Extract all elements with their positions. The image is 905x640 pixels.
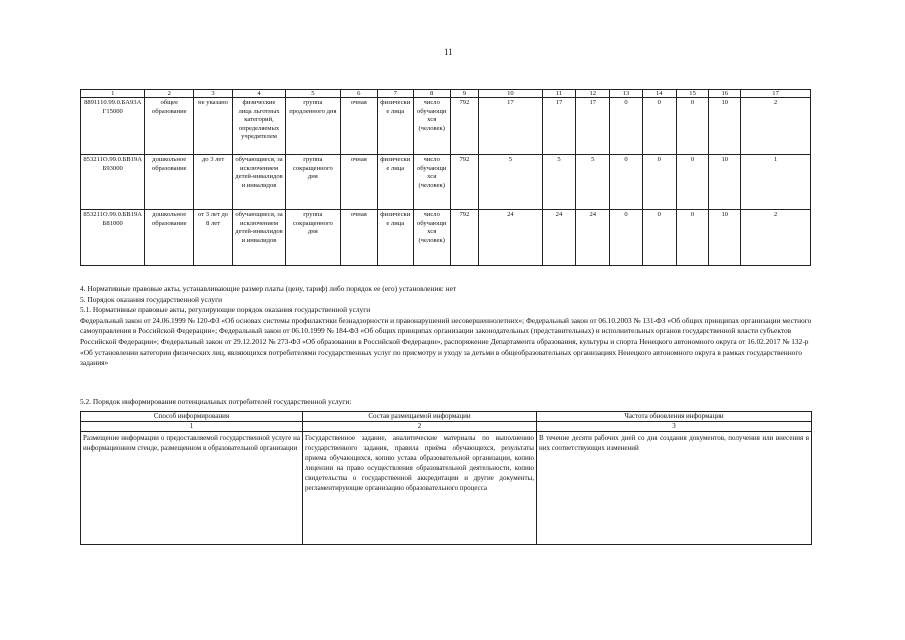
table-cell: 5 <box>576 155 610 210</box>
table-cell: группа сокращенного дня <box>285 210 340 266</box>
table-cell: 0 <box>676 155 709 210</box>
column-number: 16 <box>709 90 741 98</box>
table-cell: физические лица <box>377 98 413 155</box>
table-cell: число обучающихся (человек) <box>413 155 450 210</box>
table-cell: до 3 лет <box>194 155 233 210</box>
table-header-row <box>81 90 811 98</box>
table-cell: обучающиеся, за исключением детей-инвалидов и инвалидов <box>233 210 286 266</box>
table-cell: 5 <box>542 155 576 210</box>
table-number-row <box>81 422 812 432</box>
table-cell: 24 <box>576 210 610 266</box>
table-cell: от 3 лет до 8 лет <box>194 210 233 266</box>
table-cell: физические лица льготных категорий, определяемых учредителем <box>233 98 286 155</box>
table-cell: 792 <box>450 98 479 155</box>
table-cell: 0 <box>642 210 676 266</box>
service-volume-table <box>80 89 811 266</box>
table-cell: очная <box>340 98 377 155</box>
column-number: 17 <box>741 90 811 98</box>
section-5-2-heading: 5.2. Порядок информирования потенциальных потребителей государственной услуги: <box>80 397 352 406</box>
column-number: 6 <box>340 90 377 98</box>
table-cell: 24 <box>479 210 542 266</box>
update-frequency-cell: В течение десяти рабочих дней со дня создания документов, получения или внесения в них соответствующих изменений <box>537 432 812 545</box>
column-number: 5 <box>285 90 340 98</box>
column-number: 11 <box>542 90 576 98</box>
registry-number-cell: 853211О.99.0.БВ19АБ93000 <box>81 155 145 210</box>
table-cell: 10 <box>709 210 741 266</box>
column-number: 4 <box>233 90 286 98</box>
informing-method-cell: Размещение информации о предоставляемой государственной услуге на информационном стенде, размещенном в образовательной организации <box>81 432 303 545</box>
column-number: 8 <box>413 90 450 98</box>
column-number: 12 <box>576 90 610 98</box>
table-cell: 0 <box>676 210 709 266</box>
column-number: 9 <box>450 90 479 98</box>
table-cell: число обучающихся (человек) <box>413 210 450 266</box>
section-5-1-heading: 5.1. Нормативные правовые акты, регулирующие порядок оказания государственной услуги <box>80 305 371 315</box>
table-cell: 17 <box>576 98 610 155</box>
table-cell: 5 <box>479 155 542 210</box>
table-cell: 10 <box>709 155 741 210</box>
table-cell: дошкольное образование <box>145 210 194 266</box>
section-4-text: 4. Нормативные правовые акты, устанавливающие размер платы (цену, тариф) либо порядок ее (его) установления: нет <box>80 284 457 293</box>
table-cell: число обучающихся (человек) <box>413 98 450 155</box>
table-row <box>81 210 811 266</box>
table-header-row <box>81 412 812 422</box>
table-cell: не указано <box>194 98 233 155</box>
table-cell: очная <box>340 155 377 210</box>
column-header: Состав размещаемой информации <box>303 412 537 422</box>
column-number: 13 <box>610 90 643 98</box>
table-row <box>81 155 811 210</box>
table-cell: физические лица <box>377 155 413 210</box>
table-cell: 0 <box>642 98 676 155</box>
table-row <box>81 98 811 155</box>
column-number: 2 <box>145 90 194 98</box>
table-cell: 2 <box>741 98 811 155</box>
table-cell: 0 <box>610 155 643 210</box>
table-cell: физические лица <box>377 210 413 266</box>
column-number: 3 <box>194 90 233 98</box>
column-number: 15 <box>676 90 709 98</box>
section-5-1-text: Федеральный закон от 24.06.1999 № 120-ФЗ «Об основах системы профилактики безнадзорности и правонарушений несовершеннолетних»; Федеральный закон от 06.10.2003 № 131-ФЗ «Об общих принципах организации местного самоуправления в Российской Федерации»; Федеральный закон от 06.10.1999 № 184-ФЗ «Об общих принципах организации законодательных (представительных) и исполнительных органов государственной власти субъектов Российской Федерации»; Федеральный закон от 29.12.2012 № 273-ФЗ «Об образовании в Российской Федерации», распоряжение Департамента образования, культуры и спорта Ненецкого автономного округа от 16.02.2017 № 132-р «Об установлении категории физических лиц, являющихся потребителями государственных услуг по присмотру и уходу за детьми в общеобразовательных организациях Ненецкого автономного округа в рамках государственного задания» <box>80 315 812 368</box>
column-header: Способ информирования <box>81 412 303 422</box>
table-cell: 1 <box>741 155 811 210</box>
column-header: Частота обновления информации <box>537 412 812 422</box>
table-cell: 792 <box>450 210 479 266</box>
table-cell: 24 <box>542 210 576 266</box>
informing-table <box>80 411 812 545</box>
table-cell: 2 <box>741 210 811 266</box>
normative-acts-block <box>80 284 815 369</box>
table-cell: 0 <box>610 210 643 266</box>
table-cell: 792 <box>450 155 479 210</box>
table-cell: группа продленного дня <box>285 98 340 155</box>
table-cell: общее образование <box>145 98 194 155</box>
table-cell: 0 <box>642 155 676 210</box>
table-cell: 0 <box>676 98 709 155</box>
section-5-heading: 5. Порядок оказания государственной услуги <box>80 294 223 304</box>
page-number: 11 <box>444 47 453 57</box>
table-cell: 17 <box>542 98 576 155</box>
table-cell: дошкольное образование <box>145 155 194 210</box>
column-number: 1 <box>81 90 145 98</box>
registry-number-cell: 853211О.99.0.БВ19АБ81000 <box>81 210 145 266</box>
registry-number-cell: 8891110.99.0.БА93АГ15000 <box>81 98 145 155</box>
information-content-cell: Государственное задание, аналитические материалы по выполнению государственного задания, правила приёма обучающихся, результаты приема обучающихся, копию устава образовательной организации, копию лицензии на право осуществления образовательной деятельности, копию свидетельства о государственной аккредитации и другие документы, регламентирующие организацию образовательного процесса <box>303 432 537 545</box>
column-number: 10 <box>479 90 542 98</box>
table-cell: 10 <box>709 98 741 155</box>
table-cell: очная <box>340 210 377 266</box>
column-number: 7 <box>377 90 413 98</box>
table-row <box>81 432 812 545</box>
column-number: 14 <box>642 90 676 98</box>
table-cell: обучающиеся, за исключением детей-инвалидов и инвалидов <box>233 155 286 210</box>
column-number: 2 <box>303 422 537 432</box>
table-cell: 0 <box>610 98 643 155</box>
column-number: 3 <box>537 422 812 432</box>
column-number: 1 <box>81 422 303 432</box>
table-cell: 17 <box>479 98 542 155</box>
table-cell: группа сокращенного дня <box>285 155 340 210</box>
